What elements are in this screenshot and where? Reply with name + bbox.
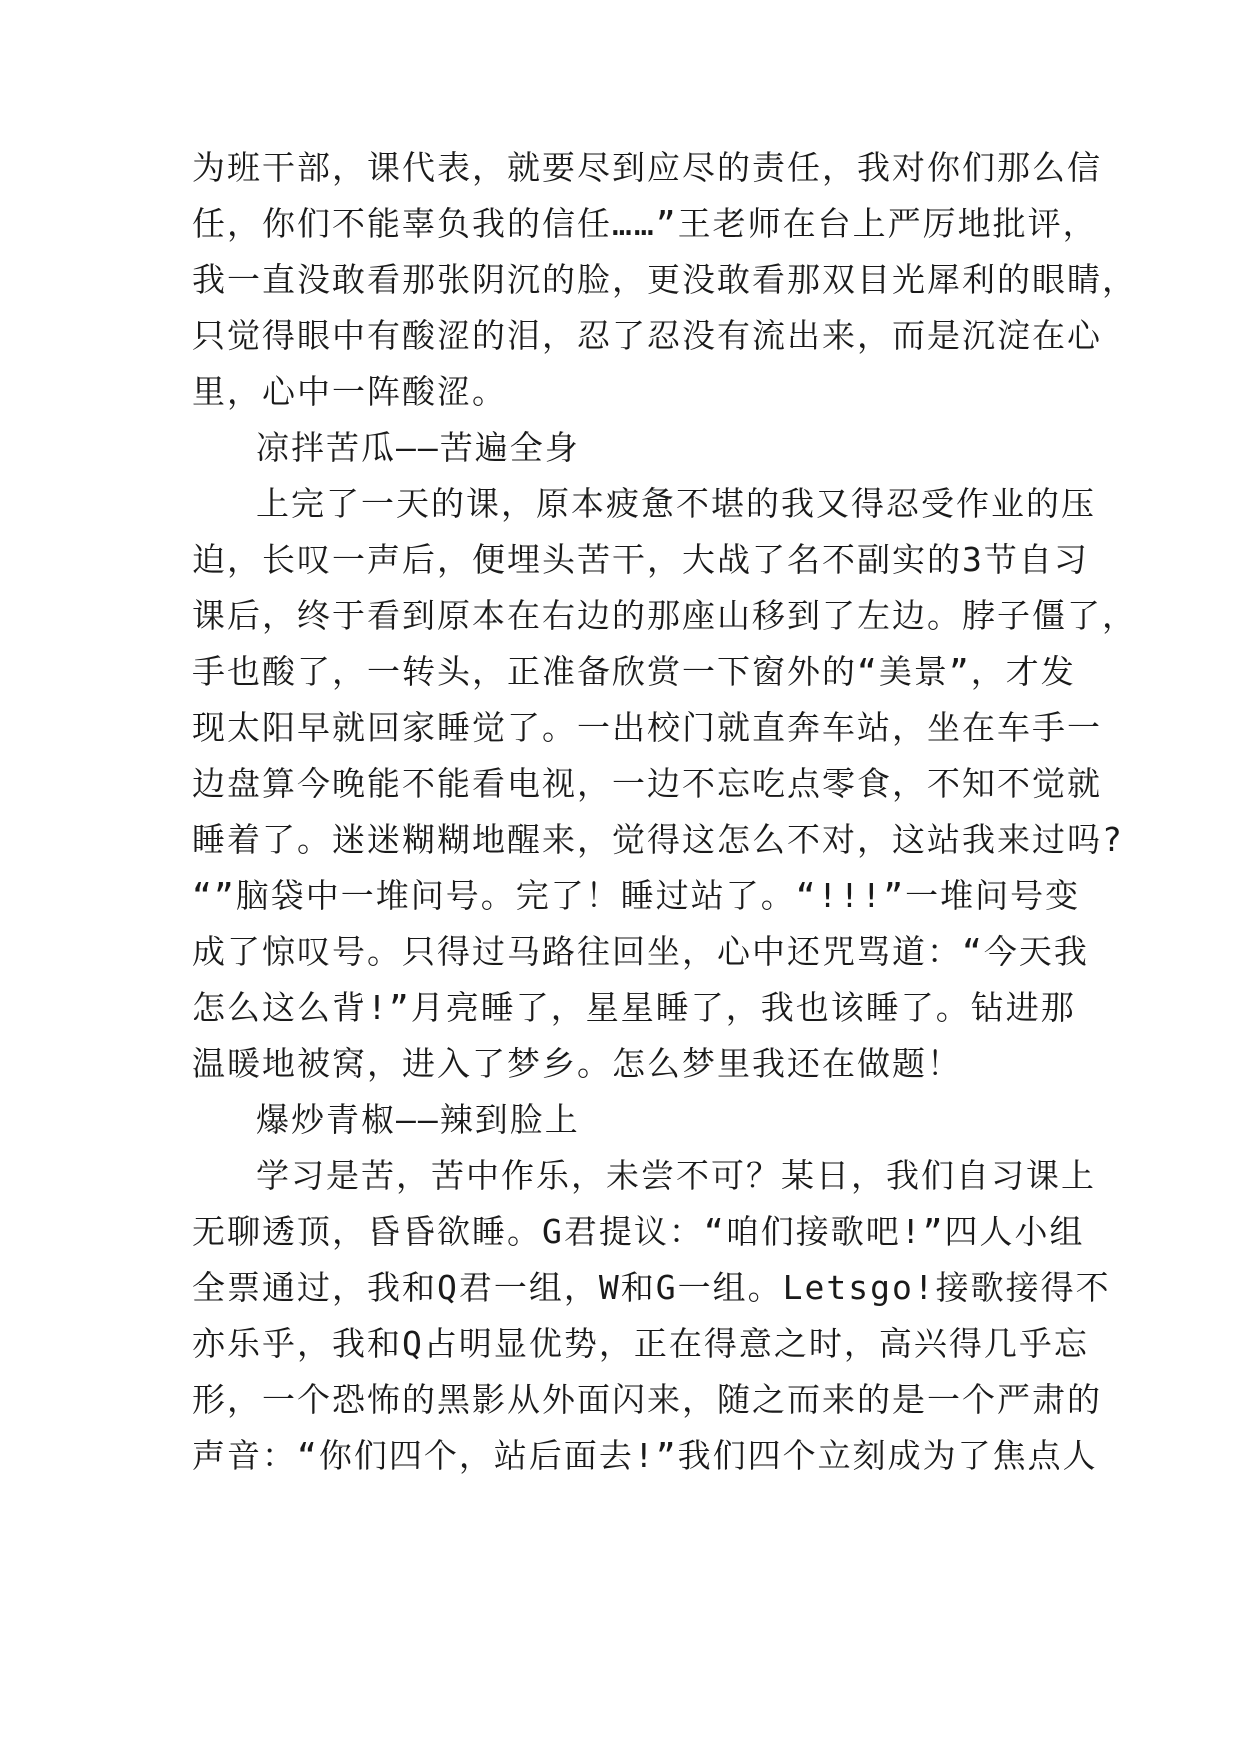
paragraph-line: 声音：“你们四个，站后面去!”我们四个立刻成为了焦点人 (192, 1436, 1098, 1475)
paragraph-line: 无聊透顶，昏昏欲睡。G君提议：“咱们接歌吧!”四人小组 (192, 1212, 1085, 1251)
paragraph-line: 现太阳早就回家睡觉了。一出校门就直奔车站，坐在车手一 (192, 708, 1102, 747)
paragraph-line: 上完了一天的课，原本疲惫不堪的我又得忍受作业的压 (256, 484, 1096, 523)
paragraph-line: 迫，长叹一声后，便埋头苦干，大战了名不副实的3节自习 (192, 540, 1089, 579)
section-heading: 凉拌苦瓜——苦遍全身 (256, 428, 580, 467)
paragraph-line: 边盘算今晚能不能看电视，一边不忘吃点零食，不知不觉就 (192, 764, 1102, 803)
paragraph-line: 我一直没敢看那张阴沉的脸，更没敢看那双目光犀利的眼睛， (192, 260, 1137, 299)
paragraph-line: 全票通过，我和Q君一组，W和G一组。Letsgo!接歌接得不 (192, 1268, 1111, 1307)
paragraph-line: “”脑袋中一堆问号。完了！睡过站了。“!!!”一堆问号变 (192, 876, 1081, 915)
paragraph-line: 亦乐乎，我和Q占明显优势，正在得意之时，高兴得几乎忘 (192, 1324, 1089, 1363)
paragraph-line: 里，心中一阵酸涩。 (192, 372, 507, 411)
paragraph-line: 睡着了。迷迷糊糊地醒来，觉得这怎么不对，这站我来过吗? (192, 820, 1124, 859)
paragraph-line: 只觉得眼中有酸涩的泪，忍了忍没有流出来，而是沉淀在心 (192, 316, 1102, 355)
paragraph-line: 为班干部，课代表，就要尽到应尽的责任，我对你们那么信 (192, 148, 1102, 187)
paragraph-line: 温暖地被窝，进入了梦乡。怎么梦里我还在做题！ (192, 1044, 962, 1083)
paragraph-line: 怎么这么背!”月亮睡了，星星睡了，我也该睡了。钻进那 (192, 988, 1076, 1027)
paragraph-line: 学习是苦，苦中作乐，未尝不可？某日，我们自习课上 (256, 1156, 1096, 1195)
paragraph-line: 手也酸了，一转头，正准备欣赏一下窗外的“美景”，才发 (192, 652, 1076, 691)
paragraph-line: 形，一个恐怖的黑影从外面闪来，随之而来的是一个严肃的 (192, 1380, 1102, 1419)
paragraph-line: 课后，终于看到原本在右边的那座山移到了左边。脖子僵了， (192, 596, 1137, 635)
section-heading: 爆炒青椒——辣到脸上 (256, 1100, 580, 1139)
paragraph-line: 成了惊叹号。只得过马路往回坐，心中还咒骂道：“今天我 (192, 932, 1089, 971)
paragraph-line: 任，你们不能辜负我的信任……”王老师在台上严厉地批评， (192, 204, 1098, 243)
